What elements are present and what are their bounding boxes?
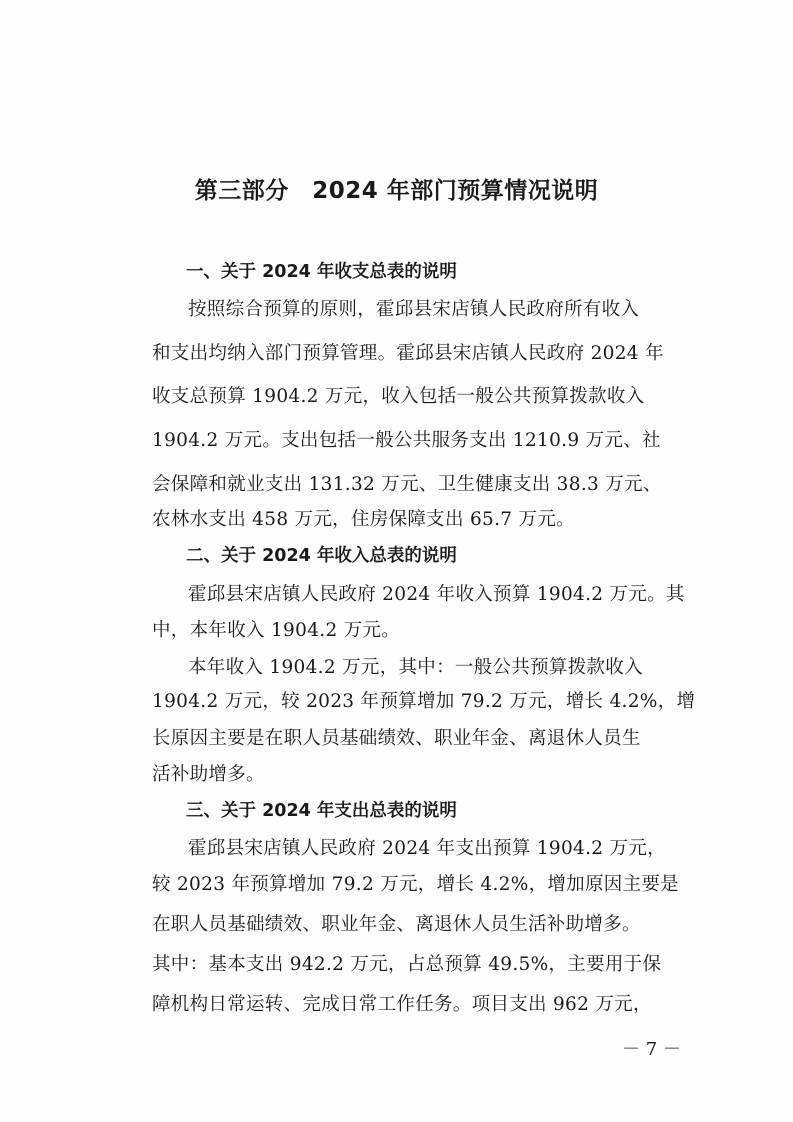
paragraph-line: 长原因主要是在职人员基础绩效、职业年金、离退休人员生 (152, 728, 641, 749)
page-number: － 7 － (622, 1039, 681, 1060)
paragraph-line: 霍邱县宋店镇人民政府 2024 年收入预算 1904.2 万元。其 (188, 584, 685, 605)
paragraph-line: 本年收入 1904.2 万元，其中：一般公共预算拨款收入 (188, 657, 643, 678)
section-heading-2: 二、关于 2024 年收入总表的说明 (186, 546, 457, 566)
paragraph-line: 按照综合预算的原则，霍邱县宋店镇人民政府所有收入 (188, 299, 640, 320)
paragraph-line: 1904.2 万元，较 2023 年预算增加 79.2 万元，增长 4.2%，增 (152, 691, 696, 712)
paragraph-line: 障机构日常运转、完成日常工作任务。项目支出 962 万元， (152, 994, 652, 1015)
paragraph-line: 其中：基本支出 942.2 万元，占总预算 49.5%，主要用于保 (152, 954, 662, 975)
page-title: 第三部分 2024 年部门预算情况说明 (194, 178, 599, 204)
section-heading-1: 一、关于 2024 年收支总表的说明 (186, 262, 457, 282)
paragraph-line: 活补助增多。 (152, 764, 265, 785)
paragraph-line: 中，本年收入 1904.2 万元。 (152, 620, 401, 641)
section-heading-3: 三、关于 2024 年支出总表的说明 (186, 801, 457, 821)
paragraph-line: 较 2023 年预算增加 79.2 万元，增长 4.2%，增加原因主要是 (152, 874, 679, 895)
paragraph-line: 1904.2 万元。支出包括一般公共服务支出 1210.9 万元、社 (152, 430, 661, 451)
paragraph-line: 会保障和就业支出 131.32 万元、卫生健康支出 38.3 万元、 (152, 474, 662, 495)
paragraph-line: 在职人员基础绩效、职业年金、离退休人员生活补助增多。 (152, 914, 641, 935)
paragraph-line: 收支总预算 1904.2 万元，收入包括一般公共预算拨款收入 (152, 386, 645, 407)
paragraph-line: 农林水支出 458 万元，住房保障支出 65.7 万元。 (152, 509, 575, 530)
paragraph-line: 和支出均纳入部门预算管理。霍邱县宋店镇人民政府 2024 年 (152, 343, 664, 364)
paragraph-line: 霍邱县宋店镇人民政府 2024 年支出预算 1904.2 万元， (188, 838, 666, 859)
